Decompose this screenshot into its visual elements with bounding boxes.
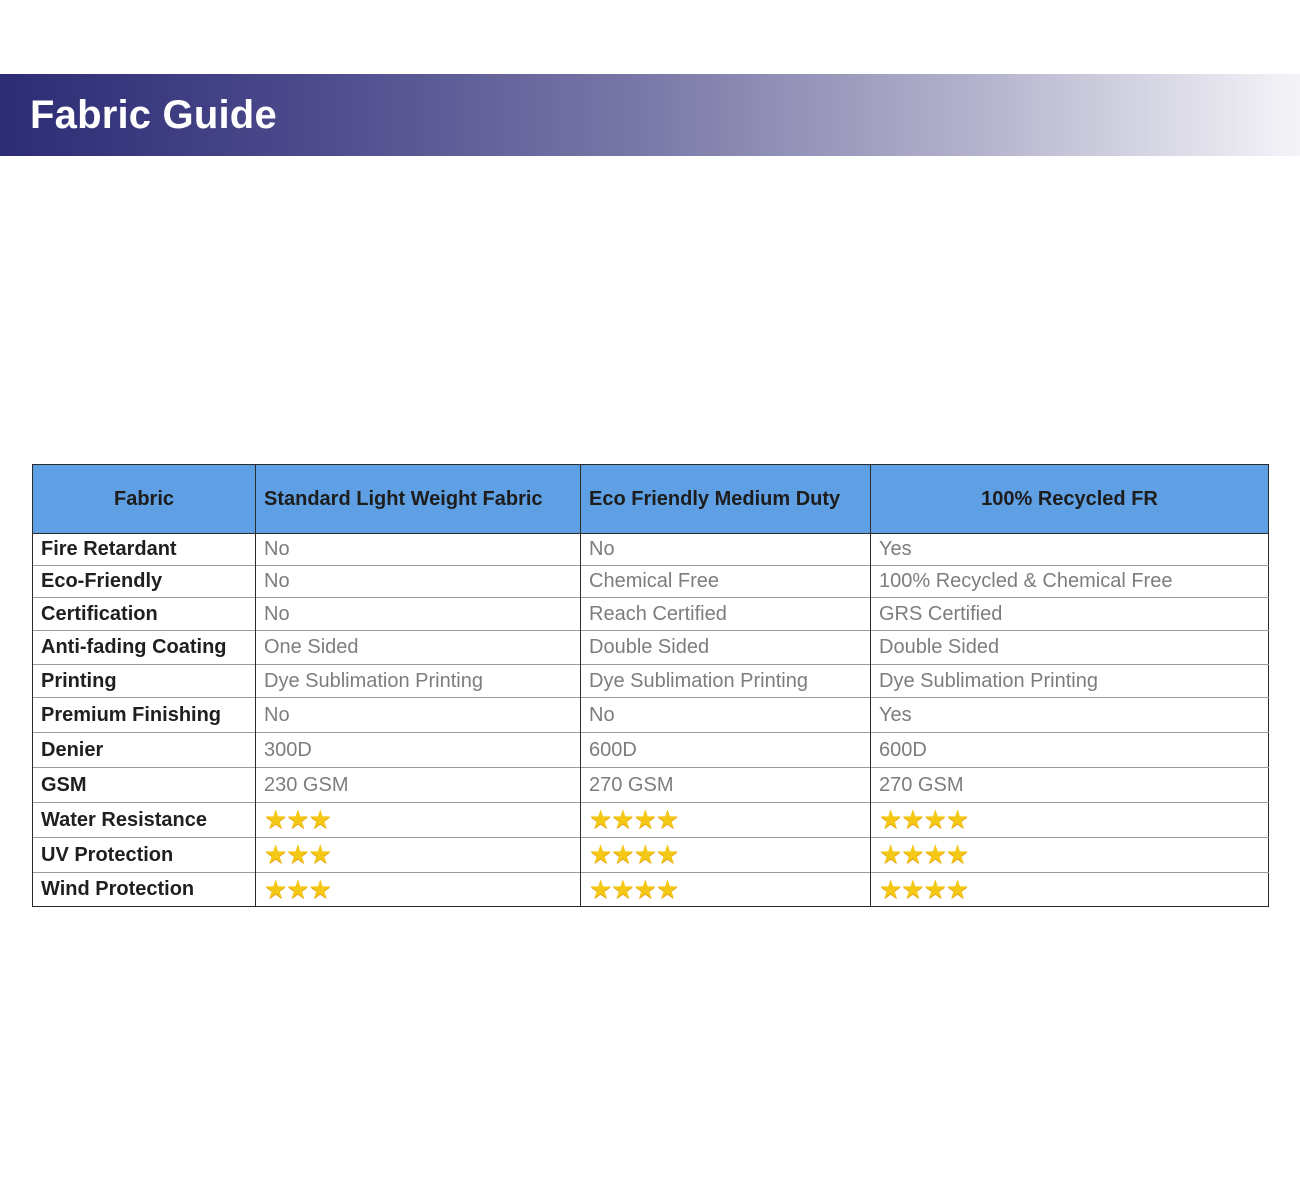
column-header-fabric: Fabric (33, 465, 256, 534)
row-label: Water Resistance (33, 803, 256, 838)
star-rating (871, 803, 1269, 838)
table-row (33, 698, 1269, 733)
table-cell: 300D (256, 733, 581, 768)
star-rating (256, 838, 581, 873)
table-cell: 100% Recycled & Chemical Free (871, 566, 1269, 598)
table-cell: Yes (871, 534, 1269, 566)
star-icon: ★★★★ (879, 873, 969, 904)
table-cell: Reach Certified (581, 598, 871, 631)
table-cell: Double Sided (871, 631, 1269, 665)
table-body (33, 534, 1269, 907)
star-icon: ★★★★ (879, 839, 969, 869)
table-header-row (33, 465, 1269, 534)
row-label: GSM (33, 768, 256, 803)
table-row (33, 873, 1269, 907)
row-label: Printing (33, 665, 256, 698)
star-rating (581, 838, 871, 873)
star-rating (871, 873, 1269, 907)
column-header-recycled: 100% Recycled FR (871, 465, 1269, 534)
row-label: Denier (33, 733, 256, 768)
table-cell: No (256, 698, 581, 733)
table-cell: 270 GSM (581, 768, 871, 803)
column-header-eco: Eco Friendly Medium Duty (581, 465, 871, 534)
table-cell: Chemical Free (581, 566, 871, 598)
row-label: Certification (33, 598, 256, 631)
table-cell: 600D (871, 733, 1269, 768)
row-label: Fire Retardant (33, 534, 256, 566)
table-row (33, 733, 1269, 768)
table-cell: No (581, 534, 871, 566)
star-rating (871, 838, 1269, 873)
table-row (33, 665, 1269, 698)
star-rating (256, 803, 581, 838)
table-cell: GRS Certified (871, 598, 1269, 631)
row-label: Wind Protection (33, 873, 256, 907)
star-rating (256, 873, 581, 907)
table-cell: No (256, 598, 581, 631)
table-cell: No (256, 534, 581, 566)
table-cell: Double Sided (581, 631, 871, 665)
table-cell: Dye Sublimation Printing (581, 665, 871, 698)
star-icon: ★★★★ (589, 839, 679, 869)
table-cell: 230 GSM (256, 768, 581, 803)
table-cell: 600D (581, 733, 871, 768)
table-cell: No (256, 566, 581, 598)
table-cell: 270 GSM (871, 768, 1269, 803)
star-icon: ★★★ (264, 804, 331, 834)
star-icon: ★★★ (264, 873, 331, 904)
fabric-comparison-table (32, 464, 1269, 907)
star-icon: ★★★ (264, 839, 331, 869)
row-label: Anti-fading Coating (33, 631, 256, 665)
row-label: Premium Finishing (33, 698, 256, 733)
star-rating (581, 873, 871, 907)
table-row (33, 566, 1269, 598)
column-header-standard: Standard Light Weight Fabric (256, 465, 581, 534)
table-row (33, 803, 1269, 838)
table-cell: Yes (871, 698, 1269, 733)
table-row (33, 631, 1269, 665)
header-banner (0, 74, 1300, 156)
table-row (33, 598, 1269, 631)
star-rating (581, 803, 871, 838)
table-row (33, 838, 1269, 873)
star-icon: ★★★★ (589, 804, 679, 834)
table-cell: One Sided (256, 631, 581, 665)
page-title: Fabric Guide (30, 92, 277, 137)
star-icon: ★★★★ (879, 804, 969, 834)
row-label: Eco-Friendly (33, 566, 256, 598)
star-icon: ★★★★ (589, 873, 679, 904)
table-row (33, 534, 1269, 566)
row-label: UV Protection (33, 838, 256, 873)
table-row (33, 768, 1269, 803)
table-cell: Dye Sublimation Printing (256, 665, 581, 698)
table-cell: No (581, 698, 871, 733)
table-cell: Dye Sublimation Printing (871, 665, 1269, 698)
